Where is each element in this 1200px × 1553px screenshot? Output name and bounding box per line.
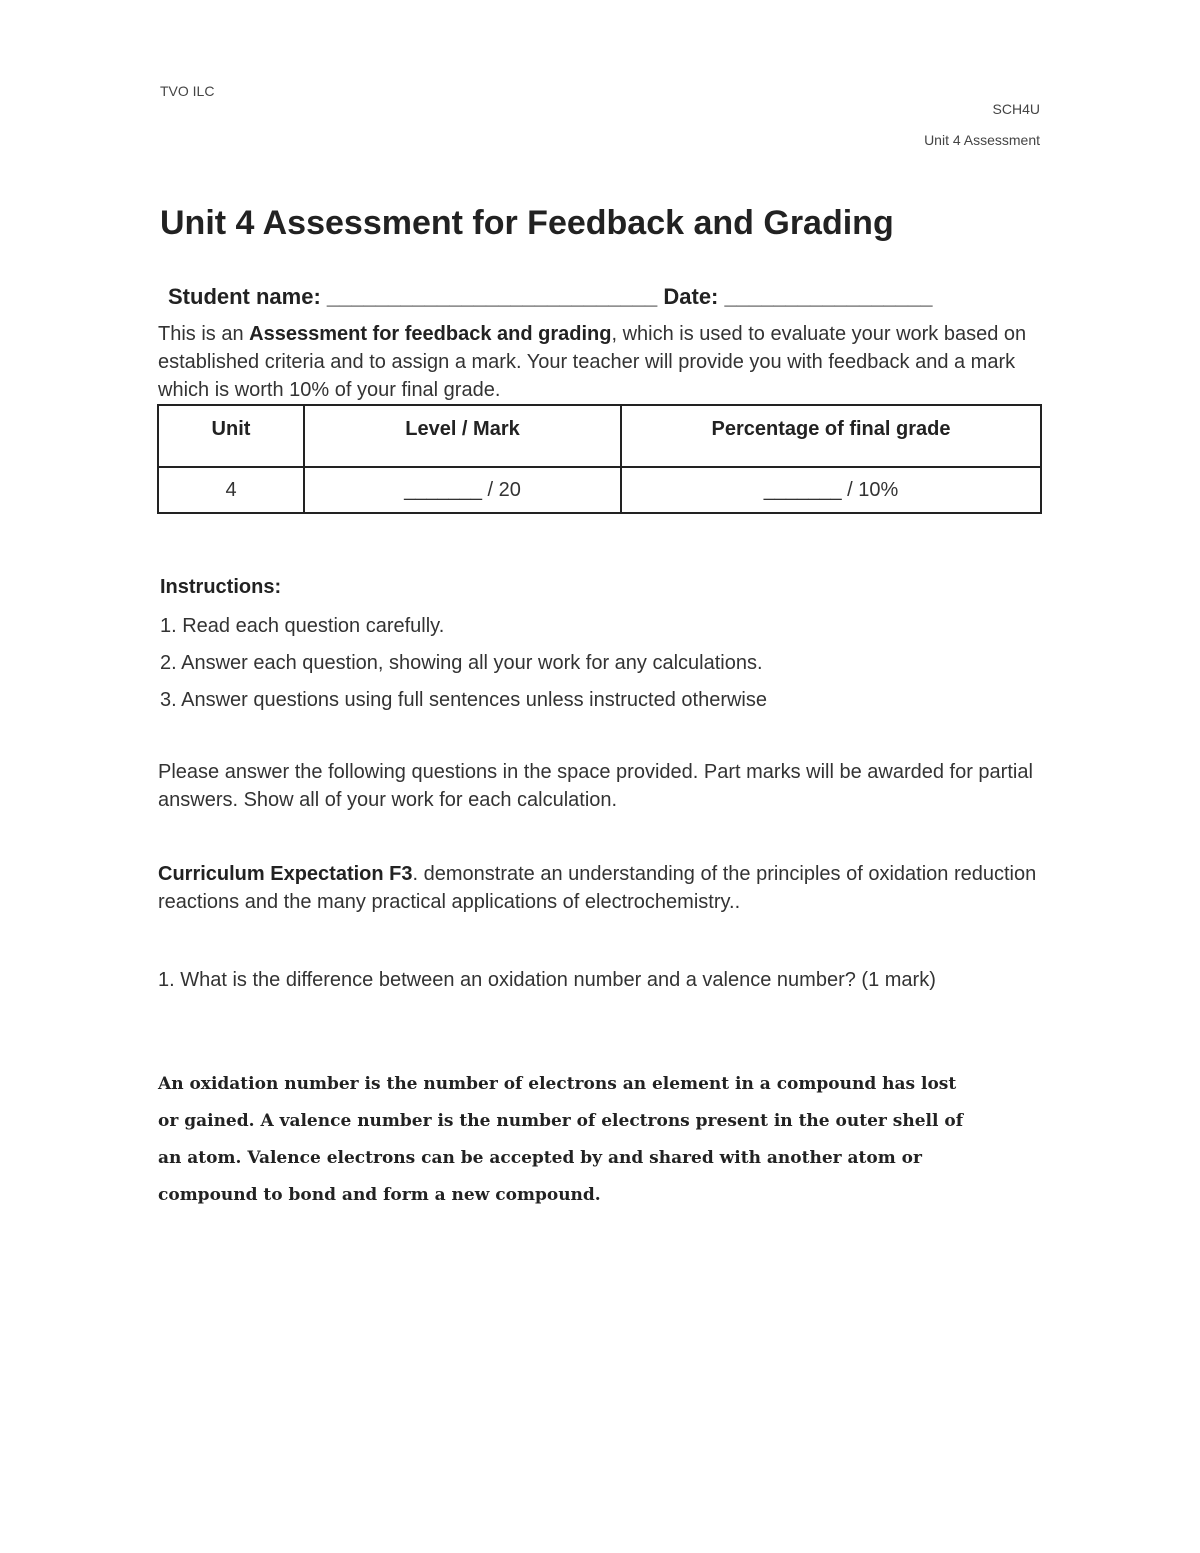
cell-percentage: _______ / 10% bbox=[621, 467, 1041, 513]
grade-table-header-row bbox=[158, 405, 1041, 467]
header-unit: Unit bbox=[158, 405, 304, 467]
instruction-item: 1. Read each question carefully. bbox=[160, 615, 445, 637]
please-answer-paragraph: Please answer the following questions in the space provided. Part marks will be awarded for partial answers. Show all of your work for each calculation. bbox=[158, 761, 1033, 811]
intro-suffix: , which is used to evaluate your work based on established criteria and to assign a mark. Your teacher will provide you with feedback and a mark which is worth 10% of your final grade. bbox=[158, 323, 1027, 401]
intro-prefix: This is an bbox=[158, 323, 250, 345]
curriculum-expectation bbox=[158, 860, 1048, 916]
instruction-item: 3. Answer questions using full sentences unless instructed otherwise bbox=[160, 689, 768, 711]
header-percentage: Percentage of final grade bbox=[621, 405, 1041, 467]
instruction-item: 2. Answer each question, showing all your work for any calculations. bbox=[160, 652, 763, 674]
cell-unit: 4 bbox=[158, 467, 304, 513]
header-course-code: SCH4U bbox=[992, 101, 1040, 117]
grade-table bbox=[157, 404, 1042, 514]
student-name-date-line: Student name: ___________________________ Date: _________________ bbox=[168, 284, 933, 309]
curriculum-label: Curriculum Expectation F3 bbox=[158, 863, 413, 885]
grade-table-row bbox=[158, 467, 1041, 513]
instructions-list bbox=[160, 612, 767, 723]
intro-bold: Assessment for feedback and grading bbox=[249, 323, 612, 345]
question-1: 1. What is the difference between an oxidation number and a valence number? (1 mark) bbox=[158, 969, 936, 991]
answer-1: An oxidation number is the number of electrons an element in a compound has lost or gained. A valence number is the number of electrons present in the outer shell of an atom. Valence electrons can be accepted by and shared with another atom or compound to bond and form a new compound. bbox=[158, 1074, 964, 1205]
header-unit-label: Unit 4 Assessment bbox=[924, 132, 1040, 148]
intro-paragraph bbox=[158, 320, 1048, 404]
curriculum-text: . demonstrate an understanding of the principles of oxidation reduction reactions and the many practical applications of electrochemistry.. bbox=[158, 863, 1037, 913]
instructions-heading: Instructions: bbox=[160, 576, 282, 598]
cell-level-mark: _______ / 20 bbox=[304, 467, 621, 513]
page-title: Unit 4 Assessment for Feedback and Grading bbox=[160, 204, 894, 242]
header-level-mark: Level / Mark bbox=[304, 405, 621, 467]
header-organization: TVO ILC bbox=[160, 83, 215, 99]
